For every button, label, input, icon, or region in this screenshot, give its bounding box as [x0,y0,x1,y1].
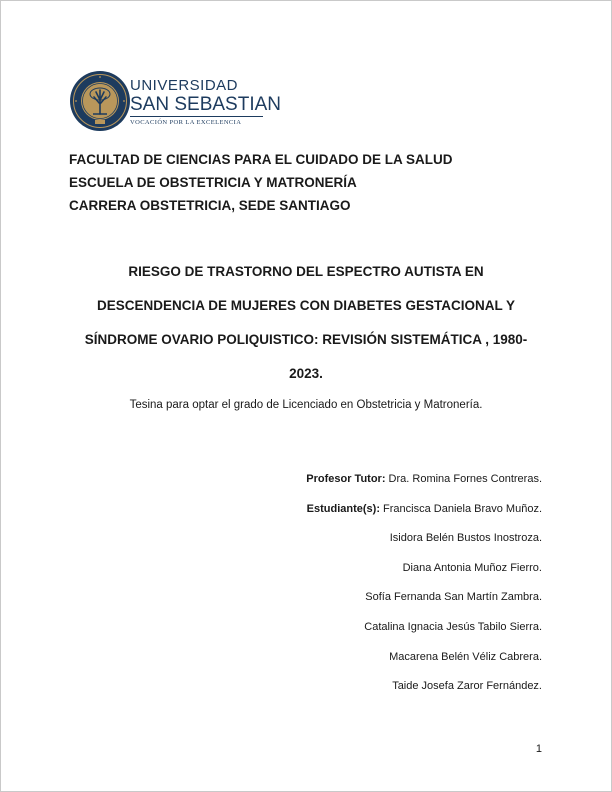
students-label: Estudiante(s): [306,502,380,515]
page-number: 1 [535,743,542,755]
thesis-title-line: DESCENDENCIA DE MUJERES CON DIABETES GESTACIONAL Y [96,298,516,313]
university-logo [69,70,281,132]
school-name: ESCUELA DE OBSTETRICIA Y MATRONERÍA [69,175,357,190]
university-seal-icon [69,70,131,132]
student-name: Catalina Ignacia Jesús Tabilo Sierra. [364,620,542,633]
logo-wordmark [130,78,281,126]
student-name: Isidora Belén Bustos Inostroza. [389,532,542,545]
student-name: Taide Josefa Zaror Fernández. [392,680,542,693]
degree-statement: Tesina para optar el grado de Licenciado en Obstetricia y Matronería. [129,399,483,411]
tutor-label: Profesor Tutor: [306,473,386,485]
thesis-title [60,255,552,391]
logo-name-line1: UNIVERSIDAD [130,77,239,94]
faculty-header [69,148,453,217]
student-line [306,495,542,525]
thesis-title-line: 2023. [289,366,323,381]
logo-motto: VOCACIÓN POR LA EXCELENCIA [130,119,242,126]
program-name: CARRERA OBSTETRICIA, SEDE SANTIAGO [69,198,351,213]
student-name: Macarena Belén Véliz Cabrera. [389,650,542,663]
faculty-name: FACULTAD DE CIENCIAS PARA EL CUIDADO DE LA SALUD [69,152,453,167]
student-name: Francisca Daniela Bravo Muñoz. [379,502,542,515]
credits-block [306,465,542,702]
tutor-name: Dra. Romina Fornes Contreras. [385,473,542,485]
student-name: Sofía Fernanda San Martín Zambra. [365,591,542,604]
thesis-title-line: RIESGO DE TRASTORNO DEL ESPECTRO AUTISTA EN [128,264,484,279]
logo-name-line2: SAN SEBASTIAN [130,94,281,115]
student-name: Diana Antonia Muñoz Fierro. [402,561,542,574]
tutor-line [306,465,542,495]
logo-divider [130,116,263,117]
thesis-title-line: SÍNDROME OVARIO POLIQUISTICO: REVISIÓN SISTEMÁTICA , 1980- [84,332,528,347]
